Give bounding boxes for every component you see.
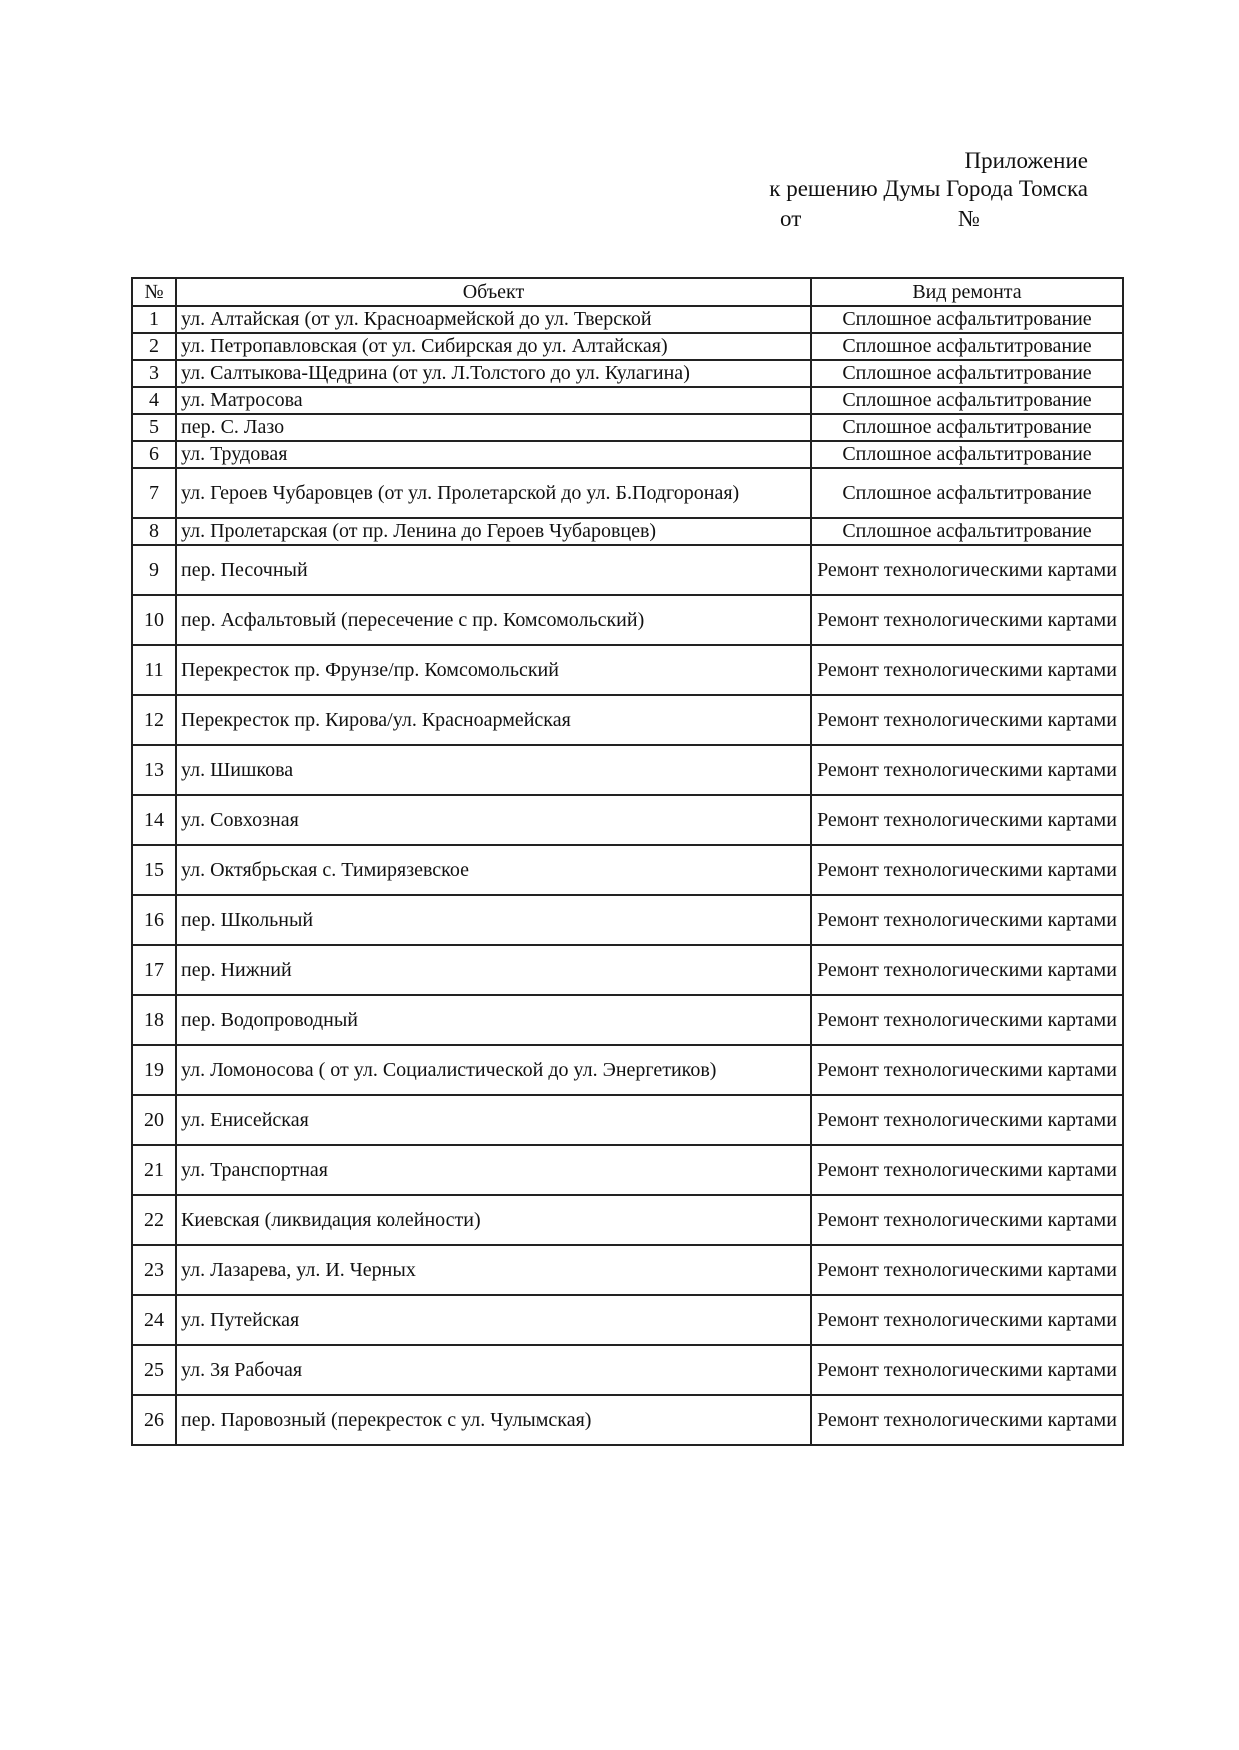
table-row bbox=[132, 1145, 1123, 1195]
table-row bbox=[132, 387, 1123, 414]
repair-type-cell: Сплошное асфальтитрование bbox=[811, 306, 1123, 333]
object-cell: ул. Матросова bbox=[176, 387, 811, 414]
object-cell: ул. Ломоносова ( от ул. Социалистической до ул. Энергетиков) bbox=[176, 1045, 811, 1095]
table-row bbox=[132, 1245, 1123, 1295]
table-row bbox=[132, 1045, 1123, 1095]
row-number: 3 bbox=[132, 360, 176, 387]
object-cell: пер. Асфальтовый (пересечение с пр. Комсомольский) bbox=[176, 595, 811, 645]
object-cell: ул. Октябрьская с. Тимирязевское bbox=[176, 845, 811, 895]
table-row bbox=[132, 468, 1123, 518]
repair-type-cell: Ремонт технологическими картами bbox=[811, 695, 1123, 745]
row-number: 12 bbox=[132, 695, 176, 745]
table-header-row bbox=[132, 278, 1123, 306]
object-cell: пер. С. Лазо bbox=[176, 414, 811, 441]
row-number: 2 bbox=[132, 333, 176, 360]
object-cell: ул. Лазарева, ул. И. Черных bbox=[176, 1245, 811, 1295]
row-number: 22 bbox=[132, 1195, 176, 1245]
row-number: 5 bbox=[132, 414, 176, 441]
row-number: 8 bbox=[132, 518, 176, 545]
repair-type-cell: Ремонт технологическими картами bbox=[811, 1145, 1123, 1195]
repair-type-cell: Ремонт технологическими картами bbox=[811, 595, 1123, 645]
repair-type-cell: Ремонт технологическими картами bbox=[811, 645, 1123, 695]
table-row bbox=[132, 333, 1123, 360]
object-cell: ул. Петропавловская (от ул. Сибирская до ул. Алтайская) bbox=[176, 333, 811, 360]
repair-type-cell: Ремонт технологическими картами bbox=[811, 1295, 1123, 1345]
object-cell: пер. Нижний bbox=[176, 945, 811, 995]
object-cell: Перекресток пр. Кирова/ул. Красноармейская bbox=[176, 695, 811, 745]
table-row bbox=[132, 795, 1123, 845]
repair-type-cell: Сплошное асфальтитрование bbox=[811, 518, 1123, 545]
repair-type-cell: Ремонт технологическими картами bbox=[811, 895, 1123, 945]
column-header-repair-type: Вид ремонта bbox=[811, 278, 1123, 306]
row-number: 7 bbox=[132, 468, 176, 518]
row-number: 18 bbox=[132, 995, 176, 1045]
object-cell: ул. Героев Чубаровцев (от ул. Пролетарской до ул. Б.Подгороная) bbox=[176, 468, 811, 518]
object-cell: ул. 3я Рабочая bbox=[176, 1345, 811, 1395]
repair-type-cell: Ремонт технологическими картами bbox=[811, 1245, 1123, 1295]
repair-type-cell: Сплошное асфальтитрование bbox=[811, 441, 1123, 468]
repair-type-cell: Ремонт технологическими картами bbox=[811, 995, 1123, 1045]
repair-type-cell: Ремонт технологическими картами bbox=[811, 795, 1123, 845]
table-row bbox=[132, 545, 1123, 595]
object-cell: ул. Енисейская bbox=[176, 1095, 811, 1145]
repair-type-cell: Ремонт технологическими картами bbox=[811, 945, 1123, 995]
object-cell: пер. Паровозный (перекресток с ул. Чулымская) bbox=[176, 1395, 811, 1445]
table-row bbox=[132, 845, 1123, 895]
row-number: 23 bbox=[132, 1245, 176, 1295]
object-cell: ул. Совхозная bbox=[176, 795, 811, 845]
object-cell: ул. Салтыкова-Щедрина (от ул. Л.Толстого до ул. Кулагина) bbox=[176, 360, 811, 387]
row-number: 6 bbox=[132, 441, 176, 468]
table-row bbox=[132, 414, 1123, 441]
table-row bbox=[132, 895, 1123, 945]
object-cell: ул. Пролетарская (от пр. Ленина до Героев Чубаровцев) bbox=[176, 518, 811, 545]
repair-type-cell: Сплошное асфальтитрование bbox=[811, 387, 1123, 414]
repair-type-cell: Сплошное асфальтитрование bbox=[811, 333, 1123, 360]
repair-type-cell: Ремонт технологическими картами bbox=[811, 1395, 1123, 1445]
row-number: 11 bbox=[132, 645, 176, 695]
appendix-title: Приложение bbox=[964, 148, 1088, 173]
row-number: 24 bbox=[132, 1295, 176, 1345]
repair-type-cell: Сплошное асфальтитрование bbox=[811, 468, 1123, 518]
repair-type-cell: Ремонт технологическими картами bbox=[811, 1345, 1123, 1395]
row-number: 17 bbox=[132, 945, 176, 995]
column-header-number: № bbox=[132, 278, 176, 306]
table-row bbox=[132, 1095, 1123, 1145]
object-cell: Перекресток пр. Фрунзе/пр. Комсомольский bbox=[176, 645, 811, 695]
table-row bbox=[132, 1395, 1123, 1445]
row-number: 9 bbox=[132, 545, 176, 595]
object-cell: пер. Песочный bbox=[176, 545, 811, 595]
row-number: 20 bbox=[132, 1095, 176, 1145]
row-number: 19 bbox=[132, 1045, 176, 1095]
number-label: № bbox=[958, 206, 980, 231]
table-row bbox=[132, 518, 1123, 545]
table-row bbox=[132, 1295, 1123, 1345]
repair-type-cell: Ремонт технологическими картами bbox=[811, 1195, 1123, 1245]
object-cell: ул. Шишкова bbox=[176, 745, 811, 795]
date-label: от bbox=[780, 206, 802, 231]
repair-type-cell: Сплошное асфальтитрование bbox=[811, 360, 1123, 387]
row-number: 14 bbox=[132, 795, 176, 845]
appendix-subtitle: к решению Думы Города Томска bbox=[769, 176, 1088, 201]
table-row bbox=[132, 695, 1123, 745]
row-number: 10 bbox=[132, 595, 176, 645]
road-repair-table bbox=[131, 277, 1124, 1446]
table-row bbox=[132, 1195, 1123, 1245]
column-header-object: Объект bbox=[176, 278, 811, 306]
object-cell: ул. Алтайская (от ул. Красноармейской до ул. Тверской bbox=[176, 306, 811, 333]
table-row bbox=[132, 360, 1123, 387]
row-number: 1 bbox=[132, 306, 176, 333]
row-number: 13 bbox=[132, 745, 176, 795]
object-cell: Киевская (ликвидация колейности) bbox=[176, 1195, 811, 1245]
table-row bbox=[132, 645, 1123, 695]
repair-type-cell: Ремонт технологическими картами bbox=[811, 745, 1123, 795]
repair-type-cell: Ремонт технологическими картами bbox=[811, 1095, 1123, 1145]
row-number: 16 bbox=[132, 895, 176, 945]
row-number: 25 bbox=[132, 1345, 176, 1395]
row-number: 21 bbox=[132, 1145, 176, 1195]
date-number-line bbox=[780, 205, 1010, 233]
row-number: 26 bbox=[132, 1395, 176, 1445]
table-row bbox=[132, 595, 1123, 645]
repair-type-cell: Ремонт технологическими картами bbox=[811, 1045, 1123, 1095]
table-row bbox=[132, 995, 1123, 1045]
object-cell: ул. Путейская bbox=[176, 1295, 811, 1345]
table-row bbox=[132, 945, 1123, 995]
object-cell: ул. Трудовая bbox=[176, 441, 811, 468]
table-row bbox=[132, 441, 1123, 468]
row-number: 4 bbox=[132, 387, 176, 414]
repair-type-cell: Ремонт технологическими картами bbox=[811, 845, 1123, 895]
object-cell: пер. Школьный bbox=[176, 895, 811, 945]
table-row bbox=[132, 1345, 1123, 1395]
object-cell: ул. Транспортная bbox=[176, 1145, 811, 1195]
repair-type-cell: Ремонт технологическими картами bbox=[811, 545, 1123, 595]
table-row bbox=[132, 306, 1123, 333]
table-row bbox=[132, 745, 1123, 795]
repair-type-cell: Сплошное асфальтитрование bbox=[811, 414, 1123, 441]
row-number: 15 bbox=[132, 845, 176, 895]
object-cell: пер. Водопроводный bbox=[176, 995, 811, 1045]
